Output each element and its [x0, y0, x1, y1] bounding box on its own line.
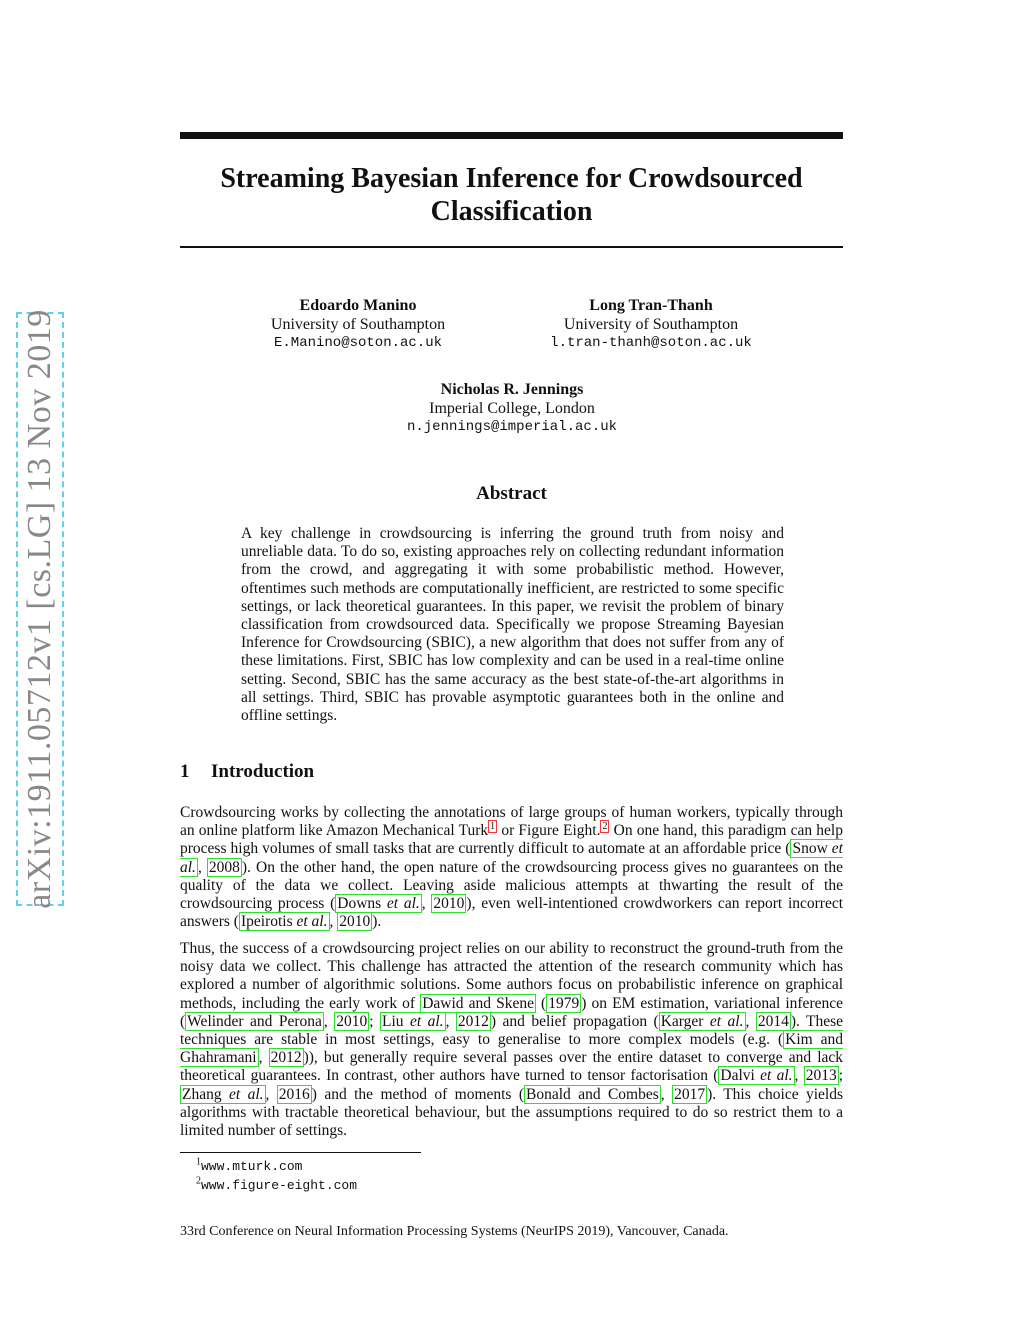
- footnote-item: [196, 1157, 357, 1176]
- citation-year-link[interactable]: 1979: [548, 994, 580, 1012]
- title-top-rule: [180, 132, 843, 139]
- cite-etal: et al.: [296, 913, 328, 931]
- author-block: [198, 296, 518, 353]
- text-run: or Figure Eight.: [497, 822, 601, 840]
- cite-author: Zhang: [182, 1085, 229, 1103]
- text-run: ). These techniques are stable in most settings, easy to generalise to more complex models (e.g. (: [180, 1012, 844, 1049]
- citation-year-link[interactable]: 2012: [457, 1012, 489, 1030]
- cite-etal: et al.: [709, 1012, 744, 1030]
- citation-year-link[interactable]: 2017: [674, 1085, 706, 1103]
- paper-title: Streaming Bayesian Inference for Crowdsourced Classification: [220, 163, 803, 227]
- section-heading: [180, 761, 314, 783]
- cite-etal: et al.: [229, 1085, 264, 1103]
- author-affiliation: University of Southampton: [270, 316, 446, 333]
- footnote-number: 2: [196, 1175, 201, 1187]
- footnote-url[interactable]: www.mturk.com: [201, 1159, 303, 1174]
- cite-author: Liu: [382, 1012, 410, 1030]
- citation-link[interactable]: [659, 1012, 746, 1031]
- citation-link[interactable]: [180, 1085, 266, 1104]
- text-run: ) and belief propagation (: [490, 1012, 659, 1030]
- footnote-url[interactable]: www.figure-eight.com: [201, 1178, 358, 1193]
- citation-year-link[interactable]: 2008: [208, 858, 240, 876]
- cite-author: Dalvi: [720, 1067, 761, 1085]
- section-number: 1: [180, 761, 190, 782]
- intro-paragraph-2: Thus, the success of a crowdsourcing project relies on our ability to reconstruct the ground-truth from the noisy data we collect. This challenge has attracted the attention of the research community which has explored a number of algorithmic solutions. Some authors focus on probabilistic inference on graphical methods, including the early work of Dawid and Skene ( 1979 ) on EM estimation, variational inference ( Welinder and Perona , 2010 ; Liu et al. , 2012 ) and belief propagation ( Karger et al. , 2014 ). These techniques are stable in most settings, easy to generalise to more complex models (e.g. ( Kim and Ghahramani , 2012 )), but generally require several passes over the entire dataset to converge and lack theoretical guarantees. In contrast, other authors have turned to tensor factorisation ( Dalvi et al. , 2013 ; Zhang et al. , 2016 ) and the method of moments ( Bonald and Combes , 2017 ). This choice yields algorithms with tractable theoretical behaviour, but the assumptions required to do so restrict them to a limited number of settings.: [180, 940, 844, 1140]
- author-email[interactable]: l.tran-thanh@soton.ac.uk: [550, 335, 752, 351]
- title-bottom-rule: [180, 246, 843, 248]
- cite-author: Downs: [337, 895, 387, 913]
- text-run: ). This choice yields algorithms with tractable theoretical behaviour, but the assumptions required to do so restrict them to a limited number of settings.: [180, 1085, 844, 1140]
- cite-etal: et al.: [760, 1067, 793, 1085]
- author-block: [352, 380, 672, 437]
- text-run: Thus, the success of a crowdsourcing project relies on our ability to reconstruct the ground-truth from the noisy data we collect. This challenge has attracted the attention of the research community which has explored a number of algorithmic solutions. Some authors focus on probabilistic inference on graphical methods, including the early work of: [180, 940, 843, 1012]
- abstract-heading: Abstract: [476, 483, 547, 504]
- citation-link[interactable]: Bonald and Combes: [526, 1085, 659, 1103]
- citation-link[interactable]: [335, 894, 422, 913]
- text-run: ), even well-intentioned crowdworkers can report incorrect answers (: [180, 895, 844, 931]
- citation-link[interactable]: [718, 1066, 794, 1085]
- cite-author: Karger: [660, 1012, 710, 1030]
- cite-etal: et al.: [180, 840, 843, 876]
- text-run: On one hand, this paradigm can help process high volumes of small tasks that are currently difficult to automate at an affordable price (: [180, 822, 843, 858]
- footnote-ref-1[interactable]: 1: [490, 821, 496, 833]
- citation-year-link[interactable]: 2010: [433, 895, 465, 913]
- author-name: Nicholas R. Jennings: [440, 381, 584, 398]
- citation-year-link[interactable]: 2012: [270, 1049, 302, 1067]
- author-affiliation: University of Southampton: [563, 316, 739, 333]
- cite-etal: et al.: [410, 1012, 444, 1030]
- citation-year-link[interactable]: 2014: [757, 1012, 789, 1030]
- author-email[interactable]: n.jennings@imperial.ac.uk: [406, 419, 618, 435]
- citation-year-link[interactable]: 2016: [278, 1085, 310, 1103]
- citation-link[interactable]: Welinder and Perona: [187, 1012, 322, 1030]
- text-run: ). On the other hand, the open nature of the crowdsourcing process gives no guarantees on the quality of the data we collect. Leaving aside malicious attempts at thwarting the result of the crowdsourcing process (: [180, 858, 843, 913]
- citation-link[interactable]: [239, 912, 330, 931]
- author-block: [491, 296, 811, 353]
- text-run: on EM estimation, variational inference (: [180, 994, 843, 1030]
- footnote-item: [196, 1176, 357, 1195]
- citation-year-link[interactable]: 2013: [805, 1067, 837, 1085]
- citation-year-link[interactable]: 2010: [336, 1012, 368, 1030]
- citation-link[interactable]: Kim and Ghahramani: [180, 1031, 843, 1067]
- author-affiliation: Imperial College, London: [429, 400, 595, 417]
- cite-author: Ipeirotis: [240, 913, 297, 931]
- text-run: ).: [372, 913, 382, 931]
- section-title: Introduction: [211, 761, 315, 782]
- abstract-text: A key challenge in crowdsourcing is inferring the ground truth from noisy and unreliable data. To do so, existing approaches rely on collecting redundant information from the crowd, and aggregating it with some probabilistic method. However, oftentimes such methods are computationally inefficient, are restricted to some specific settings, or lack theoretical guarantees. In this paper, we revisit the problem of binary classification from crowdsourced data. Specifically we propose Streaming Bayesian Inference for Crowdsourcing (SBIC), a new algorithm that does not suffer from any of these limitations. First, SBIC has low complexity and can be used in a real-time online setting. Second, SBIC has the same accuracy as the best state-of-the-art algorithms in all settings. Third, SBIC has provable asymptotic guarantees both in the online and offline settings.: [241, 525, 784, 725]
- citation-year-link[interactable]: 2010: [339, 913, 371, 931]
- footnote-rule: [180, 1152, 421, 1153]
- footnote-number: 1: [196, 1156, 201, 1168]
- text-run: ) and the method of moments (: [311, 1085, 525, 1103]
- author-name: Long Tran-Thanh: [589, 297, 713, 314]
- footnote-ref-2[interactable]: 2: [602, 821, 608, 833]
- arxiv-id-text: arXiv:1911.05712v1 [cs.LG] 13 Nov 2019: [21, 309, 58, 909]
- text-run: Crowdsourcing works by collecting the annotations of large groups of human workers, typically through an online platform like Amazon Mechanical Turk: [180, 804, 843, 840]
- author-email[interactable]: E.Manino@soton.ac.uk: [273, 335, 443, 351]
- footnotes: [196, 1157, 357, 1195]
- author-name: Edoardo Manino: [299, 297, 417, 314]
- text-run: )), but generally require several passes over the entire dataset to converge and lack theoretical guarantees. In contrast, other authors have turned to tensor factorisation (: [180, 1049, 844, 1085]
- cite-author: Snow: [792, 840, 832, 858]
- citation-link[interactable]: [380, 1012, 446, 1031]
- citation-link[interactable]: Dawid and Skene: [422, 994, 534, 1012]
- cite-etal: et al.: [386, 895, 420, 913]
- intro-paragraph-1: Crowdsourcing works by collecting the annotations of large groups of human workers, typically through an online platform like Amazon Mechanical Turk $^1$ or Figure Eight. $^2$ On one hand, this paradigm can help process high volumes of small tasks that are currently difficult to automate at an affordable price ( Snow et al. , 2008 ). On the other hand, the open nature of the crowdsourcing process gives no guarantees on the quality of the data we collect. Leaving aside malicious attempts at thwarting the result of the crowdsourcing process ( Downs et al. , 2010 ), even well-intentioned crowdworkers can report incorrect answers ( Ipeirotis et al. , 2010 ).: [180, 804, 844, 931]
- venue-footer: 33rd Conference on Neural Information Processing Systems (NeurIPS 2019), Vancouver, Canada.: [180, 1224, 729, 1239]
- arxiv-identifier[interactable]: [16, 309, 64, 909]
